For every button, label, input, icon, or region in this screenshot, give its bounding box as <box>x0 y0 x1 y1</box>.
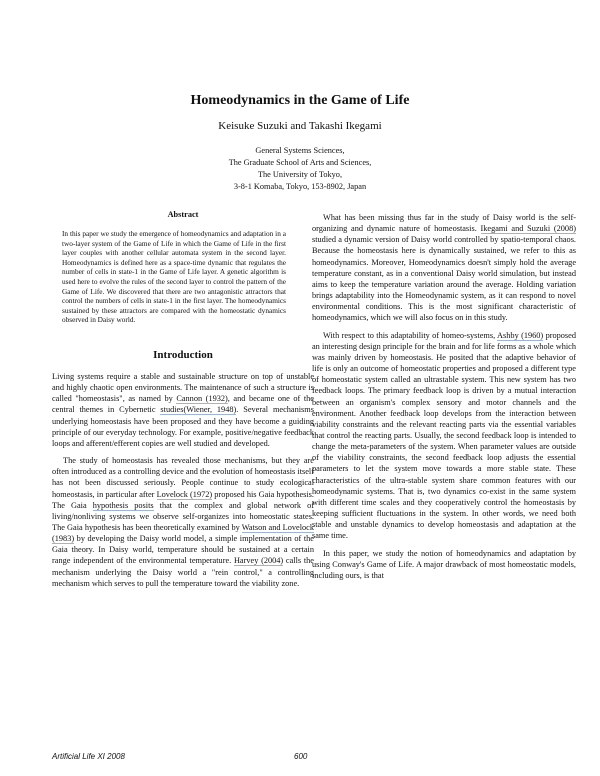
paragraph-text: In this paper, we study the notion of homeodynamics and adaptation by using Conway's Game of Life. A major drawback of most homeostatic models, including ours, is that <box>312 548 576 580</box>
footer-journal: Artificial Life XI 2008 <box>52 752 125 761</box>
intro-paragraph-1 <box>52 371 314 449</box>
citation-link[interactable]: studies(Wiener, 1948) <box>160 405 237 415</box>
citation-link[interactable]: Harvey (2004) <box>233 556 284 566</box>
author-list: Keisuke Suzuki and Takashi Ikegami <box>218 120 382 132</box>
body-paragraph-1 <box>312 212 576 324</box>
paragraph-text: . Several mechanisms underlying homeostasis have been proposed and they have become a guiding principle of our everyday technology. For example, positive/negative feedback loops and afferent/efferent copies are well studied and developed. <box>52 405 314 448</box>
abstract-heading: Abstract <box>167 210 199 219</box>
right-column <box>312 212 576 581</box>
paragraph-text: calls the mechanism underlying the Daisy world a "rein control," a controlling mechanism which serves to pull the temperature toward the viability zone. <box>52 556 314 588</box>
citation-link[interactable]: Watson and Lovelock (1983) <box>52 522 314 544</box>
paragraph-text: The study of homeostasis has revealed those mechanisms, but they are often introduced as a controlling device and the evolution of homeostasis itself has not been discussed seriously. People continue to study ecological homeostasis, in particular after <box>52 456 314 499</box>
paragraph-text: that the complex and global network of living/nonliving systems we observe self-organizes into homeostatic states. The Gaia hypothesis has been theoretically examined by <box>52 500 314 532</box>
intro-paragraph-2 <box>52 455 314 589</box>
citation-link[interactable]: Ikegami and Suzuki (2008) <box>480 224 576 234</box>
paragraph-text: studied a dynamic version of Daisy world controlled by spatio-temporal chaos. Because the homeostasis here is dynamically sustained, we refer to this as homeodynamics. Moreover, Homeodynamics doesn't simply hold the average temperature constant, as in a conventional Daisy world simulation, but instead aims to keep the temperature variation around the average. Holding variation brings adaptability into the Homeodynamic system, as it can respond to novel environmental conditions. This is the most significant characteristic of homeodynamics, which we will also focus on in this study. <box>312 235 576 323</box>
affiliation-line: General Systems Sciences, <box>255 146 345 155</box>
citation-link[interactable]: Ashby (1960) <box>497 330 544 340</box>
affiliation-line: 3-8-1 Komaba, Tokyo, 153-8902, Japan <box>233 182 367 191</box>
citation-link[interactable]: hypothesis posits <box>92 500 154 510</box>
footer-page-number: 600 <box>294 752 308 761</box>
paragraph-text: proposed an interesting design principle for the brain and for life forms as a whole which was mainly driven by homeostasis. He posited that the adaptive behavior of life is only an outcome of homeostatic properties and proposed a different type of homeostatic system called an ultrastable system. This new system has two feedback loops. The primary feedback loop is driven by a mutual interaction between an organism's complex sensory and motor channels and the environment. Another feedback loop develops from the interaction between viability constraints and the relevant reacting parts via the essential variables that control the reacting parts. Usually, the second feedback loop is intended to change the meta-parameters of the system. When parameter values are outside of the viability constraints, the second feedback loop adjusts the essential parameters to let the system move towards a more stable state. These characteristics of the ultra-stable system share common features with our homeodynamic systems. That is, two dynamics co-exist in the same system with different time scales and they cooperatively control the homeostasis by keeping sufficient fluctuations in the system. In other words, we need both stable and unstable dynamics to develop homeostasis and adaptation at the same time. <box>312 330 576 541</box>
citation-link[interactable]: Lovelock (1972) <box>156 489 213 499</box>
paper-title: Homeodynamics in the Game of Life <box>190 93 410 108</box>
paragraph-text: , and became one of the central themes in Cybernetic <box>52 394 314 415</box>
affiliation-block <box>0 145 600 193</box>
paragraph-text: With respect to this adaptability of homeo-systems, <box>323 330 498 340</box>
body-paragraph-3 <box>312 548 576 581</box>
paragraph-text: Living systems require a stable and sustainable structure on top of unstable and highly chaotic open environments. The maintenance of such a structure is called "homeostasis", as named by <box>52 371 314 404</box>
paragraph-text: What has been missing thus far in the study of Daisy world is the self-organizing and dynamic nature of homeostasis. <box>312 213 576 234</box>
abstract-text: In this paper we study the emergence of homeodynamics and adaptation in a two-layer system of the Game of Life in which the Game of Life in the first layer couples with another cellular automata system in the second layer. Homeodynamics is defined here as a space-time dynamic that regulates the number of cells in state-1 in the Game of Life layer. A genetic algorithm is used here to evolve the rules of the second layer to control the pattern of the Game of Life. We discovered that there are two antagonistic attractors that control the numbers of cells in state-1 in the first layer. The homeodynamics sustained by these attractors are compared with the homeostatic dynamics observed in Daisy world. <box>62 229 286 325</box>
body-paragraph-2 <box>312 330 576 542</box>
introduction-heading: Introduction <box>153 348 213 361</box>
paragraph-text: proposed his Gaia hypothesis. The Gaia <box>52 489 314 510</box>
citation-link[interactable]: Cannon (1932) <box>176 394 228 404</box>
left-column <box>52 210 314 589</box>
affiliation-line: The University of Tokyo, <box>257 170 343 179</box>
affiliation-line: The Graduate School of Arts and Sciences, <box>228 158 372 167</box>
paragraph-text: by developing the Daisy world model, a simple implementation of the Gaia theory. In Daisy world, temperature should be sustained at a certain range independent of the environmental temperature. <box>52 534 314 566</box>
